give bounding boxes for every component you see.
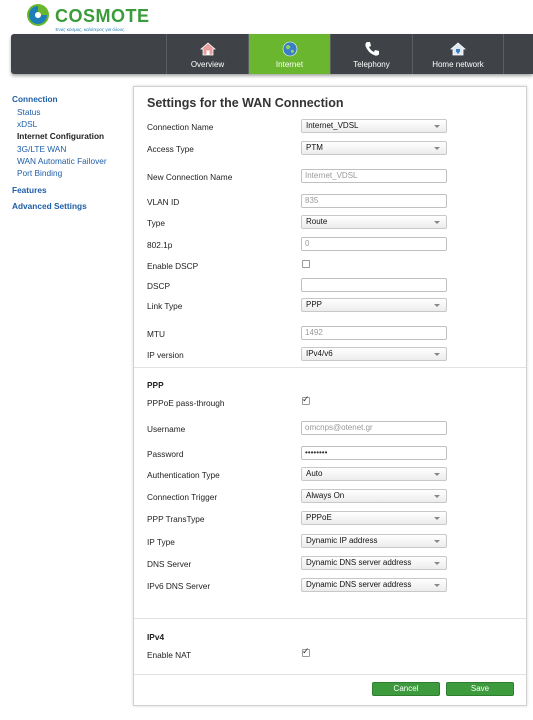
label-enable-dscp: Enable DSCP [147,261,199,271]
label-ip-version: IP version [147,350,184,360]
tab-internet-label: Internet [275,60,304,69]
tab-home-network-label: Home network [432,60,484,69]
cosmote-logo-icon [26,3,50,27]
chevron-down-icon [434,147,440,150]
sidebar-section-advanced[interactable]: Advanced Settings [12,201,87,212]
chevron-down-icon [434,473,440,476]
ip-type-value: Dynamic IP address [306,536,378,545]
tab-overview-label: Overview [190,60,225,69]
phone-icon [364,41,380,57]
connection-name-value: Internet_VDSL [306,121,359,130]
save-button[interactable]: Save [446,682,514,696]
section-ppp: PPP [147,380,164,390]
ip-version-select[interactable] [301,347,447,361]
house-icon [200,41,216,57]
password-input[interactable]: •••••••• [301,446,447,460]
cancel-button[interactable]: Cancel [372,682,440,696]
ipv6-dns-server-value: Dynamic DNS server address [306,580,412,589]
new-connection-name-input[interactable]: Internet_VDSL [301,169,447,183]
dns-server-select[interactable] [301,556,447,570]
brand-tagline: Ένας κόσμος, καλύτερος για όλους. [55,27,126,32]
label-type: Type [147,218,165,228]
ip-type-select[interactable] [301,534,447,548]
label-password: Password [147,449,184,459]
section-ipv4: IPv4 [147,632,165,642]
tab-overview[interactable] [166,34,248,74]
home-network-icon [450,41,466,57]
dscp-input[interactable] [301,278,447,292]
section-divider [134,367,526,368]
section-divider [134,618,526,619]
sidebar-item-status[interactable]: Status [17,107,41,117]
connection-trigger-value: Always On [306,491,345,500]
label-new-connection-name: New Connection Name [147,172,233,182]
label-authentication-type: Authentication Type [147,470,220,480]
label-ipv6-dns-server: IPv6 DNS Server [147,581,211,591]
label-access-type: Access Type [147,144,194,154]
tab-telephony[interactable] [330,34,412,74]
globe-icon [282,41,298,57]
footer-divider [134,674,526,675]
type-select[interactable] [301,215,447,229]
connection-name-select[interactable] [301,119,447,133]
chevron-down-icon [434,562,440,565]
dns-server-value: Dynamic DNS server address [306,558,412,567]
username-input[interactable]: omcnps@otenet.gr [301,421,447,435]
label-ppp-transtype: PPP TransType [147,514,205,524]
label-dscp: DSCP [147,281,171,291]
chevron-down-icon [434,353,440,356]
link-type-select[interactable] [301,298,447,312]
pppoe-passthrough-checkbox[interactable] [302,394,310,405]
label-enable-nat: Enable NAT [147,650,192,660]
checkmark-icon: ✓ [302,394,310,404]
link-type-value: PPP [306,300,323,309]
chevron-down-icon [434,584,440,587]
sidebar [12,94,132,213]
label-ip-type: IP Type [147,537,175,547]
label-dns-server: DNS Server [147,559,192,569]
connection-trigger-select[interactable] [301,489,447,503]
chevron-down-icon [434,540,440,543]
sidebar-item-port-binding[interactable]: Port Binding [17,167,63,178]
sidebar-section-connection[interactable]: Connection [12,94,58,104]
sidebar-item-wan-failover[interactable]: WAN Automatic Failover [17,155,107,166]
p8021p-input[interactable]: 0 [301,237,447,251]
vlan-id-input[interactable]: 835 [301,194,447,208]
ip-version-value: IPv4/v6 [306,349,333,358]
sidebar-item-3g-lte-wan[interactable]: 3G/LTE WAN [17,143,67,154]
tab-internet[interactable] [248,34,330,74]
cosmote-logo [26,3,156,35]
label-link-type: Link Type [147,301,183,311]
label-connection-trigger: Connection Trigger [147,492,218,502]
type-value: Route [306,217,328,226]
chevron-down-icon [434,517,440,520]
access-type-select[interactable] [301,141,447,155]
tab-home-network[interactable] [412,34,503,74]
ppp-transtype-select[interactable] [301,511,447,525]
ppp-transtype-value: PPPoE [306,513,332,522]
label-vlan-id: VLAN ID [147,197,180,207]
tab-telephony-label: Telephony [353,60,390,69]
sidebar-item-xdsl[interactable]: xDSL [17,119,38,130]
label-connection-name: Connection Name [147,122,214,132]
navbar-end [503,34,533,74]
label-8021p: 802.1p [147,240,173,250]
access-type-value: PTM [306,143,323,152]
checkmark-icon: ✓ [302,646,310,656]
label-mtu: MTU [147,329,165,339]
chevron-down-icon [434,304,440,307]
chevron-down-icon [434,221,440,224]
label-pppoe-passthrough: PPPoE pass-through [147,398,225,408]
authentication-type-value: Auto [306,469,323,478]
enable-nat-checkbox[interactable] [302,646,310,657]
enable-dscp-checkbox[interactable] [302,260,310,268]
ipv6-dns-server-select[interactable] [301,578,447,592]
sidebar-item-internet-configuration[interactable]: Internet Configuration [17,131,105,142]
sidebar-section-features[interactable]: Features [12,185,47,196]
label-username: Username [147,424,186,434]
mtu-input[interactable]: 1492 [301,326,447,340]
authentication-type-select[interactable] [301,467,447,481]
top-navbar [11,34,533,74]
wan-settings-panel [133,86,527,706]
page-title: Settings for the WAN Connection [147,96,344,110]
brand-name: COSMOTE [55,6,150,26]
chevron-down-icon [434,495,440,498]
chevron-down-icon [434,125,440,128]
